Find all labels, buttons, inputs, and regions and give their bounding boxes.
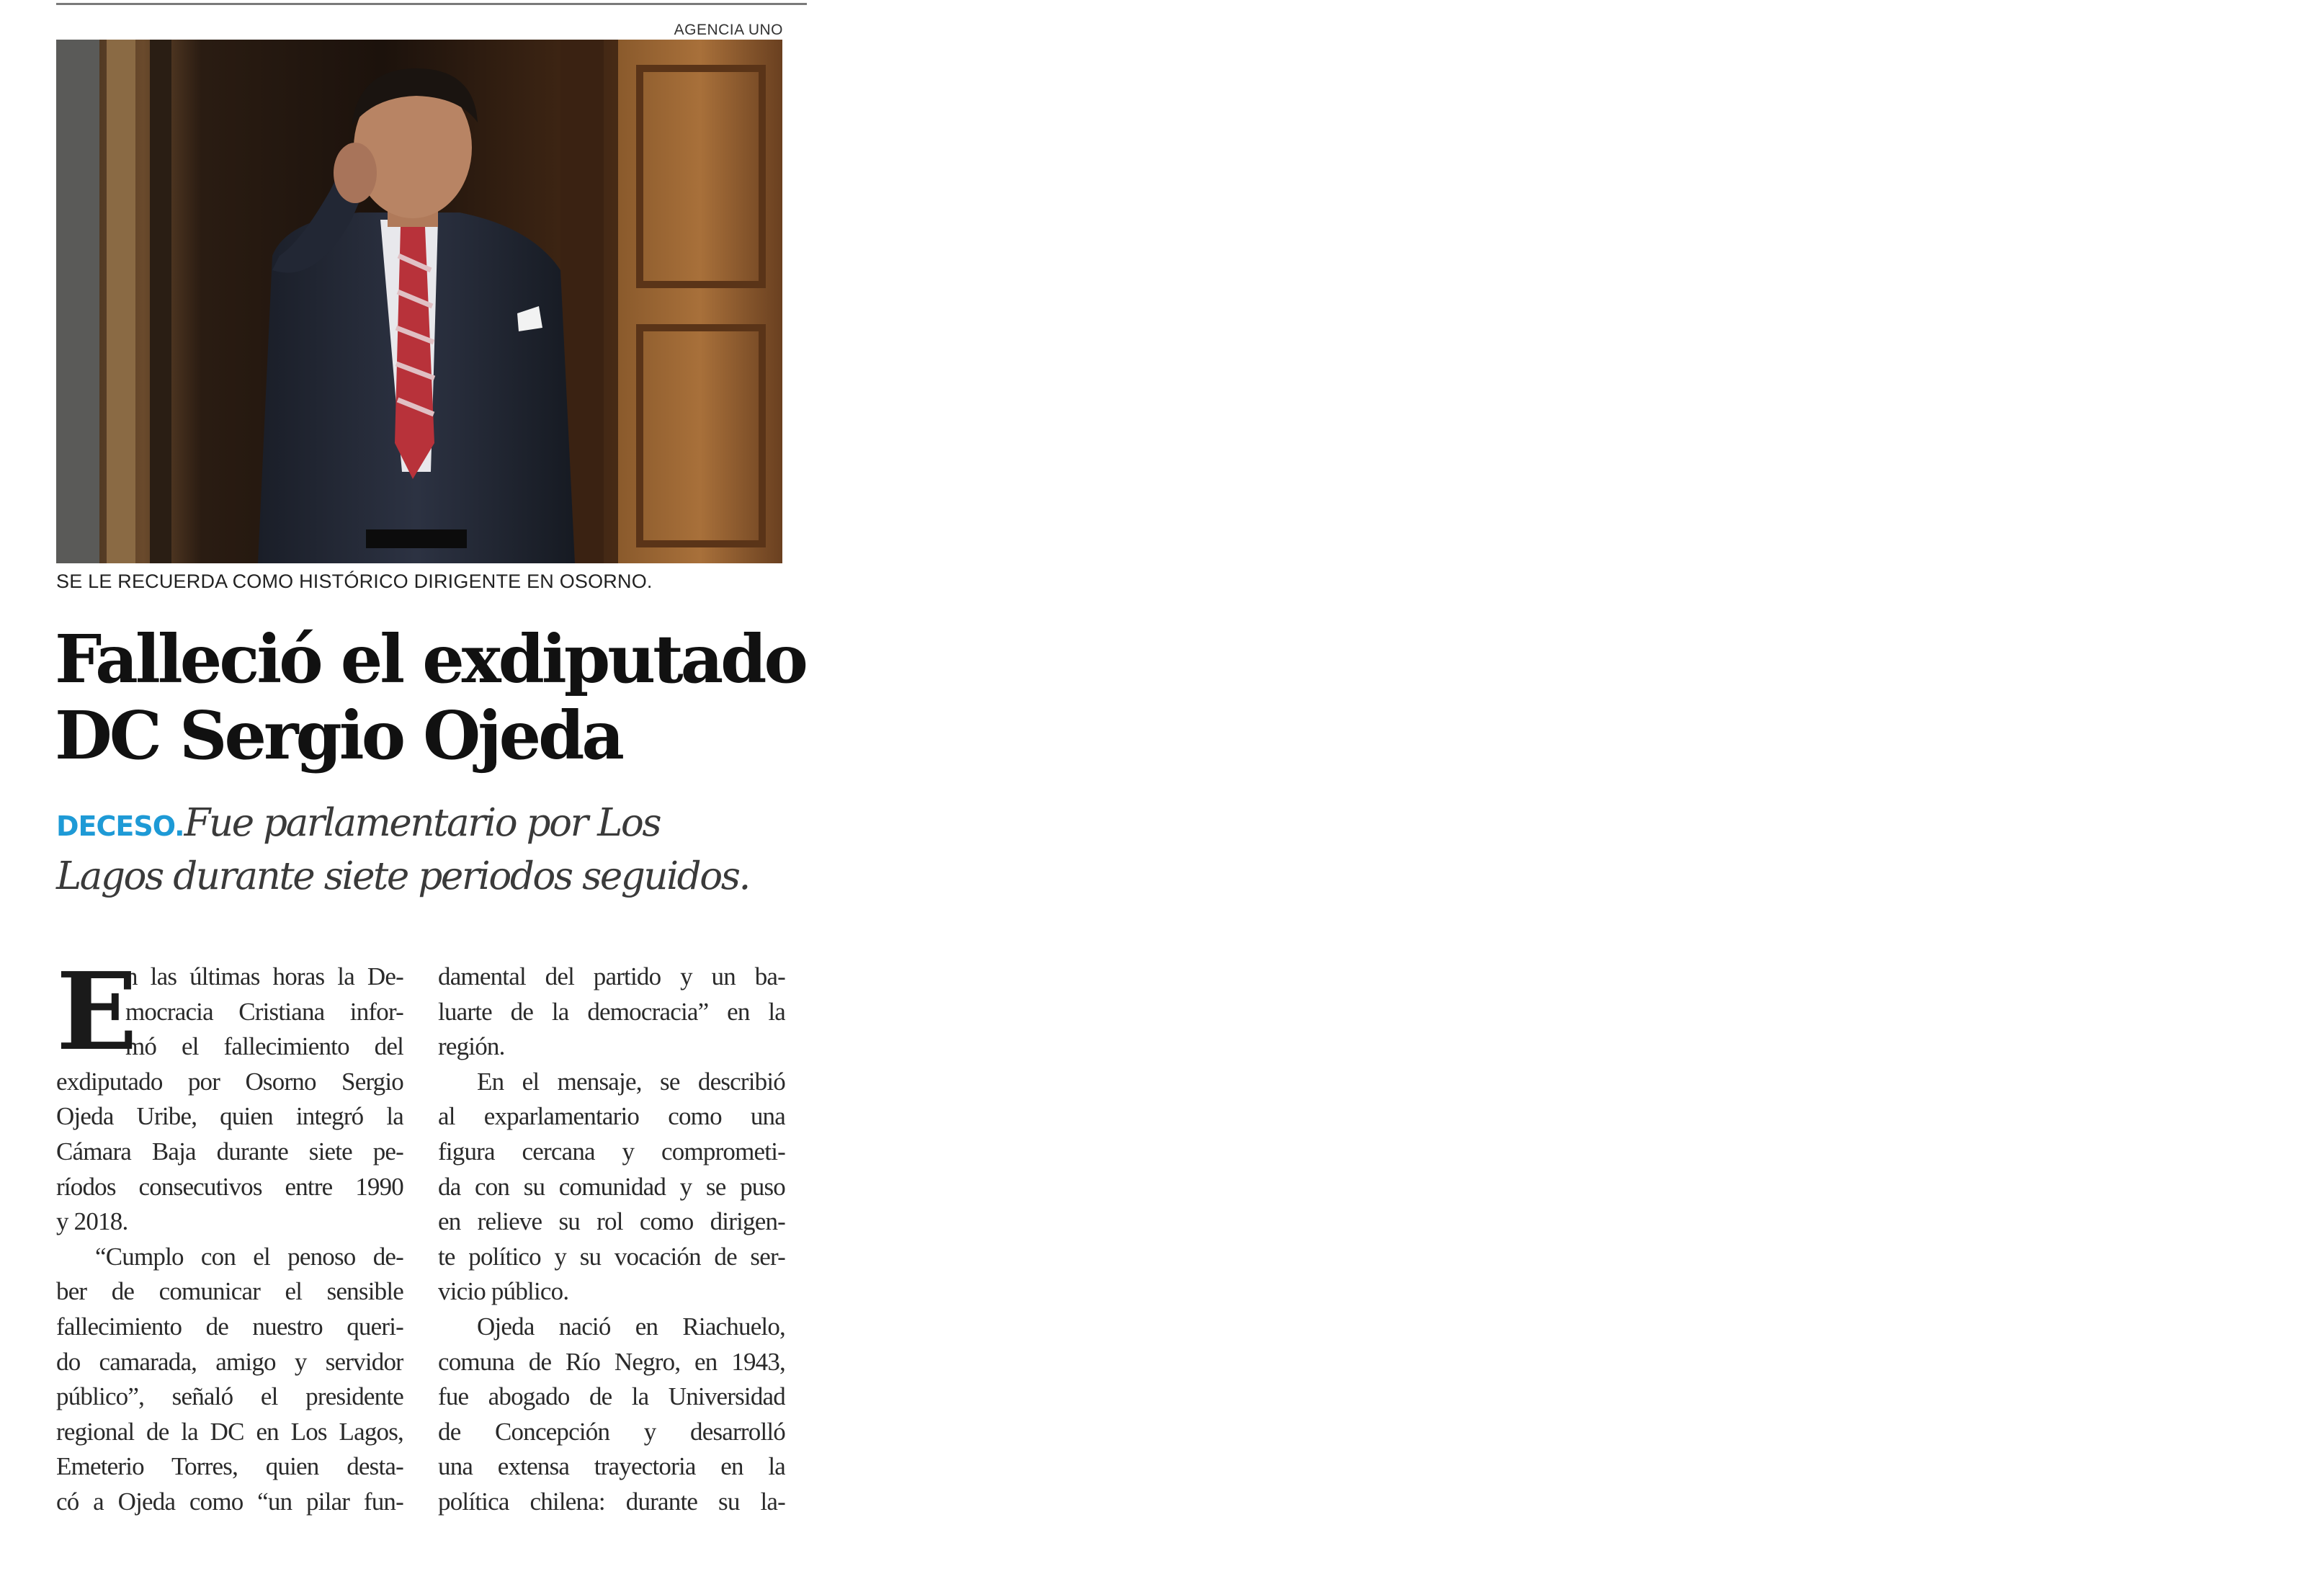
photo-caption: SE LE RECUERDA COMO HISTÓRICO DIRIGENTE EN OSORNO. <box>56 571 653 592</box>
body-line: “Cumplo con el penoso de- <box>95 1242 403 1271</box>
dek-text-1: Fue parlamentario por Los <box>184 801 661 845</box>
body-line: política chilena: durante su la- <box>438 1487 785 1516</box>
body-line: te político y su vocación de ser- <box>438 1242 785 1271</box>
photo-illustration <box>56 40 782 563</box>
body-line: mocracia Cristiana infor- <box>125 997 403 1026</box>
headline-line-2: DC Sergio Ojeda <box>55 697 622 774</box>
body-line: Ojeda Uribe, quien integró la <box>56 1102 403 1131</box>
headline-line-1: Falleció el exdiputado <box>55 620 805 698</box>
body-column-left <box>56 949 403 1520</box>
body-line: ber de comunicar el sensible <box>56 1277 403 1306</box>
body-line: una extensa trayectoria en la <box>438 1452 785 1481</box>
body-line: fue abogado de la Universidad <box>438 1382 785 1411</box>
news-article <box>0 0 810 1579</box>
body-line: exdiputado por Osorno Sergio <box>56 1067 403 1096</box>
body-line: En el mensaje, se describió <box>477 1067 785 1096</box>
top-rule <box>56 3 807 5</box>
body-line: figura cercana y comprometi- <box>438 1137 785 1166</box>
body-line: mó el fallecimiento del <box>125 1032 403 1061</box>
body-line: ríodos consecutivos entre 1990 <box>56 1172 403 1201</box>
body-line: luarte de la democracia” en la <box>438 997 785 1026</box>
body-column-right <box>438 960 785 1520</box>
body-line: damental del partido y un ba- <box>438 962 785 990</box>
body-line: Ojeda nació en Riachuelo, <box>477 1312 785 1341</box>
body-line: Cámara Baja durante siete pe- <box>56 1137 403 1166</box>
body-line: n las últimas horas la De- <box>125 962 403 990</box>
drop-cap: E <box>56 949 138 1074</box>
body-line: región. <box>438 1032 505 1061</box>
body-line: da con su comunidad y se puso <box>438 1172 785 1201</box>
body-line: comuna de Río Negro, en 1943, <box>438 1347 785 1376</box>
dek-line-2: Lagos durante siete periodos seguidos. <box>56 854 749 898</box>
body-line: Emeterio Torres, quien desta- <box>56 1452 403 1481</box>
kicker: DECESO. <box>56 810 184 842</box>
photo-credit: AGENCIA UNO <box>674 22 783 38</box>
body-line: do camarada, amigo y servidor <box>56 1347 403 1376</box>
headline <box>55 621 804 774</box>
article-photo <box>56 40 782 563</box>
dek-line-1 <box>56 798 805 851</box>
body-line: y 2018. <box>56 1207 128 1236</box>
body-line: público”, señaló el presidente <box>56 1382 403 1411</box>
body-line: en relieve su rol como dirigen- <box>438 1207 785 1236</box>
body-line: de Concepción y desarrolló <box>438 1417 785 1446</box>
body-line: có a Ojeda como “un pilar fun- <box>56 1487 403 1516</box>
body-line: al exparlamentario como una <box>438 1102 785 1131</box>
body-line: vicio público. <box>438 1277 569 1306</box>
body-line: regional de la DC en Los Lagos, <box>56 1417 403 1446</box>
dek <box>56 798 805 902</box>
body-line: fallecimiento de nuestro queri- <box>56 1312 403 1341</box>
